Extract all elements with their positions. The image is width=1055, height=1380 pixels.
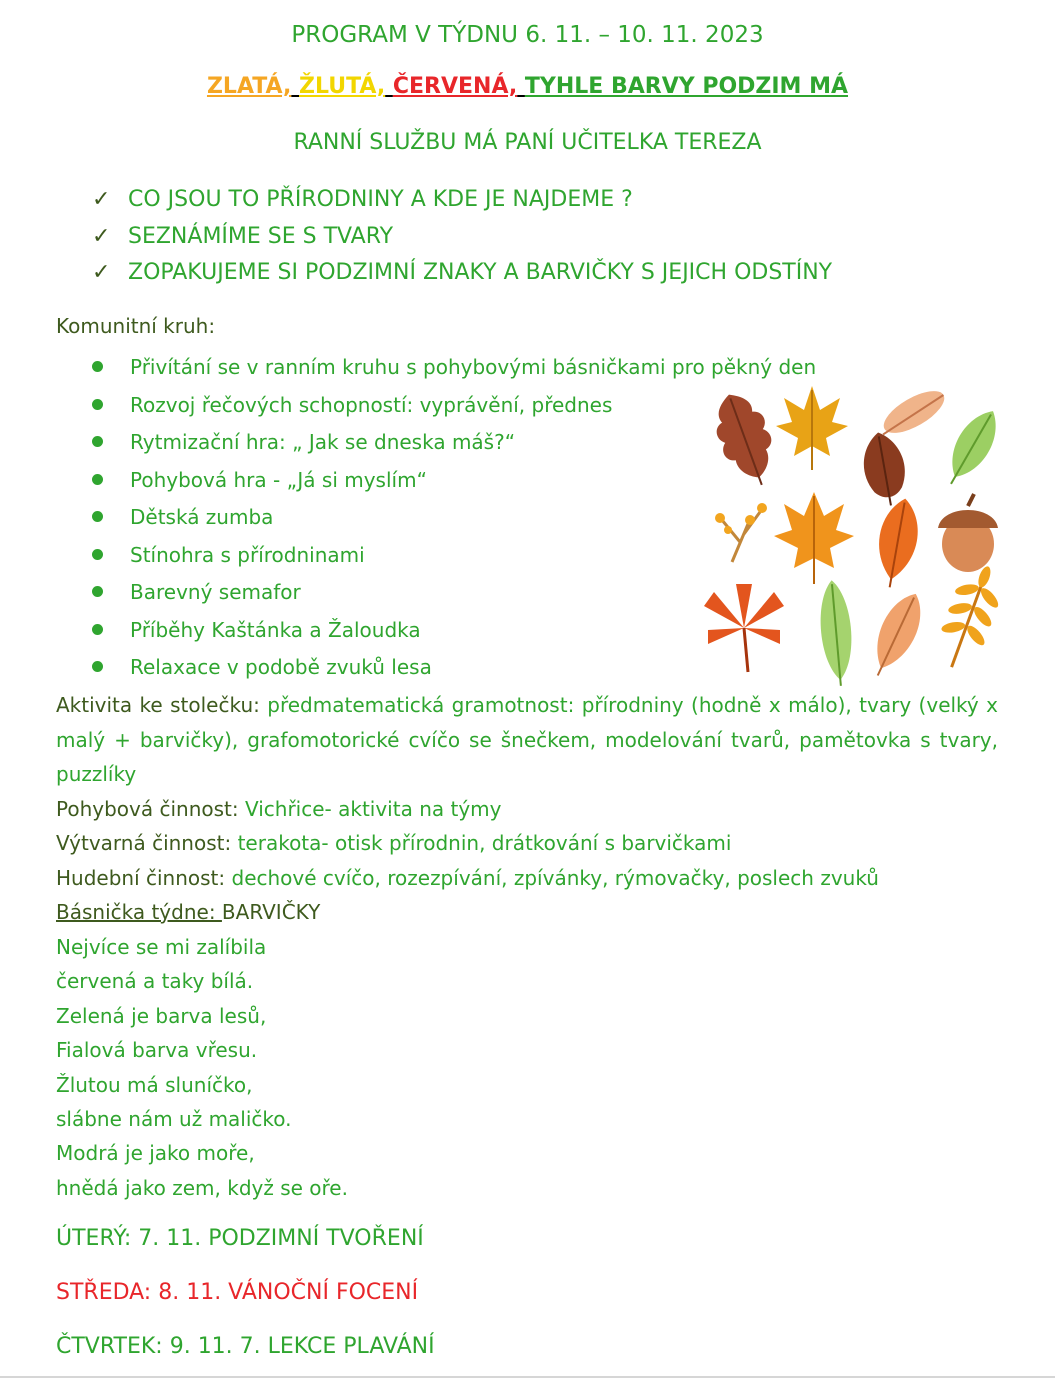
weekly-goals-list [92, 182, 832, 292]
list-item-text: Barevný semafor [130, 580, 301, 604]
list-item-text: Dětská zumba [130, 505, 274, 529]
check-icon: ✓ [92, 223, 111, 249]
movement-activity-label: Pohybová činnost: [56, 797, 239, 821]
community-circle-label: Komunitní kruh: [56, 314, 216, 338]
poem-heading [56, 895, 320, 929]
art-activity-text: terakota- otisk přírodnin, drátkování s barvičkami [231, 831, 732, 855]
bullet-icon [92, 586, 103, 597]
theme-heading [0, 74, 1055, 99]
poem-line: Žlutou má sluníčko, [56, 1072, 253, 1097]
check-icon: ✓ [92, 187, 111, 212]
list-item-text: Rozvoj řečových schopností: vyprávění, přednes [130, 392, 613, 417]
page-bottom-divider [0, 1376, 1055, 1378]
poem-title: BARVIČKY [221, 900, 321, 924]
beige-leaf-icon [862, 587, 931, 683]
bullet-icon [92, 474, 103, 485]
music-activity-label: Hudební činnost: [56, 866, 226, 890]
bullet-icon [92, 436, 103, 447]
table-activity-label: Aktivita ke stolečku: [56, 693, 260, 717]
poem-line: červená a taky bílá. [56, 969, 254, 994]
list-item [92, 349, 816, 387]
autumn-leaves-illustration [702, 384, 1006, 686]
green-leaf-icon [817, 579, 856, 686]
rowan-leaf-icon [928, 558, 1006, 676]
movement-activity-line [56, 792, 501, 826]
poem-label: Básnička týdne: [56, 900, 222, 924]
list-item-text: Přivítání se v ranním kruhu s pohybovými básničkami pro pěkný den [130, 355, 817, 379]
elm-leaf-icon [874, 384, 950, 443]
berry-branch-icon [715, 503, 767, 562]
maple-leaf-icon [774, 492, 854, 584]
bullet-icon [92, 661, 103, 672]
theme-space [385, 74, 393, 99]
list-item-text: Rytmizační hra: „ Jak se dneska máš?“ [130, 430, 516, 454]
orange-leaf-icon [871, 495, 924, 590]
list-item-text: Příběhy Kaštánka a Žaloudka [130, 617, 421, 642]
poem-text [56, 930, 348, 1205]
chestnut-leaf-icon [704, 584, 784, 672]
bullet-icon [92, 399, 103, 410]
poem-line: slábne nám už maličko. [56, 1106, 292, 1131]
event-wednesday: STŘEDA: 8. 11. VÁNOČNÍ FOCENÍ [56, 1280, 419, 1305]
oak-leaf-icon [706, 386, 786, 493]
poem-line: Nejvíce se mi zalíbila [56, 935, 267, 959]
goal-text: SEZNÁMÍME SE S TVARY [128, 223, 394, 249]
green-leaf-icon [937, 403, 1006, 492]
bullet-icon [92, 511, 103, 522]
acorn-icon [938, 494, 998, 572]
theme-word-gold: ZLATÁ, [206, 74, 292, 99]
morning-service-heading: RANNÍ SLUŽBU MÁ PANÍ UČITELKA TEREZA [293, 130, 762, 155]
event-tuesday: ÚTERÝ: 7. 11. PODZIMNÍ TVOŘENÍ [56, 1226, 424, 1251]
list-item-text: Relaxace v podobě zvuků lesa [130, 655, 432, 679]
poem-line: Modrá je jako moře, [56, 1141, 255, 1166]
goal-item [92, 182, 832, 219]
list-item-text: Stínohra s přírodninami [130, 542, 365, 567]
theme-space [291, 74, 299, 99]
list-item-text: Pohybová hra - „Já si myslím“ [130, 467, 427, 492]
theme-space [517, 74, 525, 99]
table-activity-paragraph [56, 688, 998, 792]
art-activity-line [56, 826, 731, 860]
program-heading: PROGRAM V TÝDNU 6. 11. – 10. 11. 2023 [291, 22, 764, 48]
poem-line: Zelená je barva lesů, [56, 1003, 267, 1028]
poem-line: Fialová barva vřesu. [56, 1038, 258, 1063]
goal-item [92, 219, 832, 256]
goal-item [92, 255, 832, 292]
art-activity-label: Výtvarná činnost: [56, 831, 232, 855]
check-icon: ✓ [92, 260, 111, 285]
music-activity-line [56, 861, 879, 895]
goal-text: CO JSOU TO PŘÍRODNINY A KDE JE NAJDEME ? [128, 187, 633, 212]
brown-leaf-icon [858, 429, 911, 509]
theme-word-red: ČERVENÁ, [392, 74, 518, 99]
music-activity-text: dechové cvíčo, rozezpívání, zpívánky, rýmovačky, poslech zvuků [225, 866, 879, 890]
poem-line: hnědá jako zem, když se oře. [56, 1175, 348, 1200]
movement-activity-text: Vichřice- aktivita na týmy [238, 797, 502, 821]
bullet-icon [92, 361, 103, 372]
theme-word-yellow: ŽLUTÁ, [299, 74, 386, 99]
maple-leaf-icon [776, 386, 848, 470]
event-thursday: ČTVRTEK: 9. 11. 7. LEKCE PLAVÁNÍ [56, 1334, 435, 1359]
bullet-icon [92, 624, 103, 635]
bullet-icon [92, 549, 103, 560]
goal-text: ZOPAKUJEME SI PODZIMNÍ ZNAKY A BARVIČKY S JEJICH ODSTÍNY [128, 260, 833, 285]
table-activity-text: předmatematická gramotnost: přírodniny (hodně x málo), tvary (velký x malý + barvičky), grafomotorické cvíčo se šnečkem, modelování tvarů, pamětovka s tvary, puzzlíky [56, 693, 999, 786]
theme-slogan: TYHLE BARVY PODZIM MÁ [524, 74, 849, 99]
